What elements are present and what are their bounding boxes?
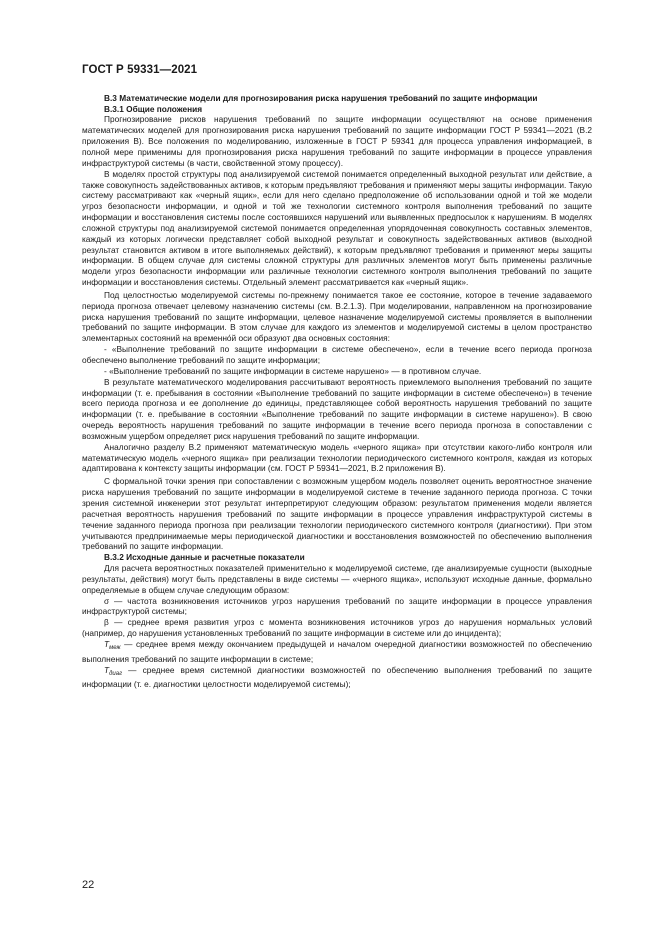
paragraph: В моделях простой структуры под анализируемой системой понимается определенный выходной результат или действие, а также совокупность задействованных активов, к которым предъявляют требования и применяют меры защиты информации. Такую систему рассматривают как «черный ящик», если для него сделано предположение об использовании одной и той же модели угроз безопасности информации, и одной и той же технологии системного контроля выполнения требований по защите информации и восстановления системы после состоявшихся нарушений или выявленных предпосылок к нарушениям. В моделях сложной структуры под анализируемой системой понимается определенная упорядоченная совокупность составных элементов, каждый из которых логически представляет собой выходной результат и совокупность задействованных активов (выходной результат становится активом в итоге выполняемых действий), к которым предъявляют требования и применяют меры защиты информации. В общем случае для системы сложной структуры для различных элементов могут быть применены различные модели угроз безопасности информации или различные технологии системного контроля выполнения требований по защите информации и восстановления системы. Отдельный элемент рассматривается как «черный ящик». [82,168,592,288]
subsection-heading-general: В.3.1 Общие положения [104,103,203,114]
section-heading: В.3 Математические модели для прогнозирования риска нарушения требований по защите информации [104,93,538,103]
symbol-subscript: меж [109,644,121,651]
definition-sigma: σ — частота возникновения источников угроз нарушения требований по защите информации в процессе управления инфраструктурой системы; [82,595,592,617]
document-body [82,93,592,690]
symbol-t: T [104,638,110,649]
list-item: - «Выполнение требований по защите информации в системе нарушено» — в противном случае. [104,365,482,376]
paragraph: Аналогично разделу В.2 применяют математическую модель «черного ящика» при отсутствии какого-либо контроля или математическую модель «черного ящика» при реализации технологии периодического системного контроля, каждая из которых адаптирована к контексту защиты информации (см. ГОСТ Р 59341—2021, В.2 приложения В). [82,441,592,474]
page-number: 22 [82,879,95,891]
definition-t-diag [82,665,592,691]
paragraph: С формальной точки зрения при сопоставлении с возможным ущербом модель позволяет оценить вероятностное значение риска нарушения требований по защите информации в моделируемой системе в течение заданного периода прогноза. С точки зрения системной инженерии этот результат интерпретируют следующим образом: результатом применения модели является расчетная вероятность нарушения требований по защите информации в процессе управления инфраструктурой системы в течение заданного периода прогноза при реализации технологии периодического системного контроля (диагностики). При этом учитываются предпринимаемые меры периодической диагностики и восстановления возможностей по обеспечению выполнения требований по защите информации. [82,476,592,552]
definition-text: — среднее время системной диагностики возможностей по обеспечению выполнения требований по защите информации (т. е. диагностики целостности моделируемой системы); [82,664,592,690]
definition-beta: β — среднее время развития угроз с момента возникновения источников угроз до нарушения нормальных условий (например, до нарушения установленных требований по защите информации в системе или до инцидента); [82,617,592,639]
subsection-heading-input-data: В.3.2 Исходные данные и расчетные показатели [104,552,305,563]
paragraph: Под целостностью моделируемой системы по-прежнему понимается такое ее состояние, которое в течение задаваемого периода прогноза отвечает целевому назначению системы (см. В.2.1.3). При моделировании, направленном на прогнозирование риска нарушения требований по защите информации, целевое назначение моделируемой системы проявляется в выполнении требований по защите информации. В этом случае для каждого из элементов и моделируемой системы в целом пространство элементарных состояний на временно́й оси образуют два основных состояния: [82,289,592,344]
list-item: - «Выполнение требований по защите информации в системе обеспечено», если в течение всего периода прогноза обеспечено выполнение требований по защите информации; [82,344,592,365]
symbol-subscript: диаг [109,670,123,677]
definition-text: — среднее время между окончанием предыдущей и началом очередной диагностики возможностей по обеспечению выполнения требований по защите информации в системе; [82,638,592,664]
definition-t-mezh [82,639,592,665]
paragraph: В результате математического моделирования рассчитывают вероятность приемлемого выполнения требований по защите информации (т. е. пребывания в состоянии «Выполнение требований по защите информации в системе обеспечено») в течение всего периода прогноза и ее дополнение до единицы, представляющее собой вероятность нарушения требований по защите информации (т. е. пребывание в состоянии «Выполнение требований по защите информации в системе нарушено»). В свою очередь вероятность нарушения требований по защите информации в течение всего периода прогноза в сопоставлении с возможным ущербом определяет риск нарушения требований по защите информации. [82,376,592,441]
paragraph: Для расчета вероятностных показателей применительно к моделируемой системе, где анализируемые сущности (выходные результаты, действия) могут быть представлены в виде системы — «черного ящика», используют исходные данные, формально определяемые в общем случае следующим образом: [82,563,592,595]
document-header: ГОСТ Р 59331—2021 [82,64,198,76]
symbol-t: T [104,664,110,675]
paragraph: Прогнозирование рисков нарушения требований по защите информации осуществляют на основе применения математических моделей для прогнозирования риска нарушения требований по защите информации ГОСТ Р 59341—2021 (В.2 приложения В). Все положения по моделированию, изложенные в ГОСТ Р 59341 для процесса управления информацией, в полной мере применимы для прогнозирования риска нарушения требований по защите информации в процессе управления инфраструктурой системы (в части, свойственной этому процессу). [82,114,592,168]
